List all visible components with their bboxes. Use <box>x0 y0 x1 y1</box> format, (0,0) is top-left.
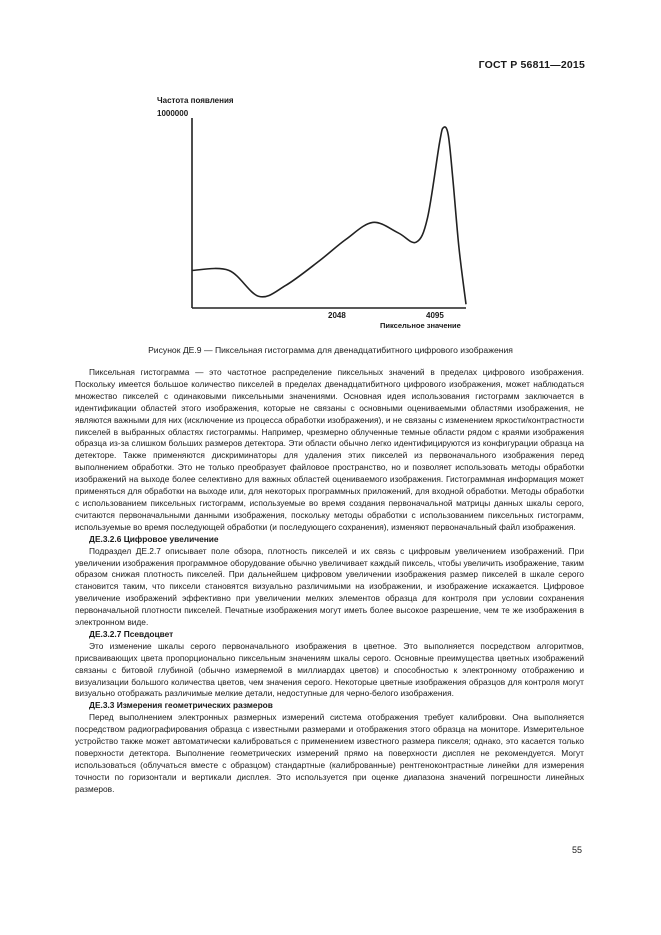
body-text <box>75 367 584 796</box>
histogram-figure <box>150 92 490 332</box>
histogram-curve <box>192 127 466 304</box>
paragraph: Пиксельная гистограмма — это частотное распределение пиксельных значений в пределах цифрового изображения. Поскольку имеется большое количество пикселей в пределах двенадцатибитного цифрового изображения, может наблюдаться множество пикселей с одинаковыми пиксельными значениями. Основная идея использования гистограмм заключается в идентификации областей этого изображения, которые не связаны с основными оцениваемыми областями изображения, не являются важными для них (исключение из процесса обработки изображения), и не связаны с изменением яркости/контрастности пикселей в выбранных областях гистограммы. Например, чрезмерно облученные темные области рядом с краями изображения образца из-за слишком больших размеров детектора. Эти области обычно легко идентифицируются из конфигурации образца на детекторе. Также применяются дискриминаторы для удаления этих пикселей из первоначального изображения перед выполнением обработки. Это не только преобразует файловое пространство, но и позволяет использовать методы обработки изображений на выходе более селективно для важных областей оцениваемого изображения. Гистограммная информация может применяться для обработки на выходе или, для некоторых программных приложений, для входной обработки. Методы обработки с использованием пиксельных гистограмм, используемые во время создания первоначальной матрицы данных шкалы серого, считаются первоначальными данными изображения, поскольку методы обработки с использованием пиксельных гистограмм, используемые во время последующей обработки (и последующего сохранения), изменяют первоначальный файл изображения. <box>75 367 584 532</box>
section-heading: ДЕ.3.2.7 Псевдоцвет <box>89 628 174 639</box>
section-heading: ДЕ.3.3 Измерения геометрических размеров <box>89 700 273 711</box>
x-tick-2048: 2048 <box>328 311 346 320</box>
histogram-chart <box>150 92 490 332</box>
paragraph: Подраздел ДЕ.2.7 описывает поле обзора, плотность пикселей и их связь с цифровым увеличением изображений. При увеличении изображения программное оборудование обычно увеличивает каждый пиксель, чтобы увеличить изображение, таким образом снижая плотность пикселей. При дальнейшем цифровом увеличении изображения размер пикселей в шкале серого становится таким, что пиксели становятся визуально различимыми на изображении, и изображение искажается. Цифровое увеличение изображений эффективно при увеличении мелких элементов образца для контроля при условии сохранения первоначальной плотности пикселей. Печатные изображения могут иметь более высокое разрешение, чем те же изображения в электронном виде. <box>75 545 584 628</box>
figure-caption: Рисунок ДЕ.9 — Пиксельная гистограмма для двенадцатибитного цифрового изображения <box>148 345 513 355</box>
page-number: 55 <box>571 845 582 855</box>
x-tick-4095: 4095 <box>426 311 444 320</box>
document-id: ГОСТ Р 56811—2015 <box>478 59 585 71</box>
y-tick-max: 1000000 <box>157 109 189 118</box>
x-axis-label: Пиксельное значение <box>380 321 461 330</box>
y-axis-label: Частота появления <box>157 96 234 105</box>
paragraph: Это изменение шкалы серого первоначального изображения в цветное. Это выполняется посредством алгоритмов, присваивающих цвета пропорционально пиксельным значениям шкалы серого. Основные преимущества цветных изображений связаны с битовой глубиной (обычно измеряемой в миллиардах цветов) и способностью к электронному отображению и визуализации большого количества цветов, чем значения серого. Некоторые цветные изображения образцов для контроля могут визуально отображать различимые мелкие детали, недоступные для черно-белого изображения. <box>75 640 584 699</box>
paragraph: Перед выполнением электронных размерных измерений система отображения требует калибровки. Она выполняется посредством радиографирования образца с известными размерами и отображения этого образца на мониторе. Измерительное устройство также может автоматически калиброваться с применением известного размера пикселя; однако, это касается только поверхности детектора. Выполнение геометрических измерений прямо на поверхности дисплея не рекомендуется. Могут использоваться (облучаться вместе с образцом) стандартные (калиброванные) рентгеноконтрастные линейки для измерения точности по горизонтали и вертикали дисплея. Это используется при оценке диапазона значений погрешности линейных размеров. <box>75 712 584 794</box>
section-heading: ДЕ.3.2.6 Цифровое увеличение <box>89 533 219 544</box>
